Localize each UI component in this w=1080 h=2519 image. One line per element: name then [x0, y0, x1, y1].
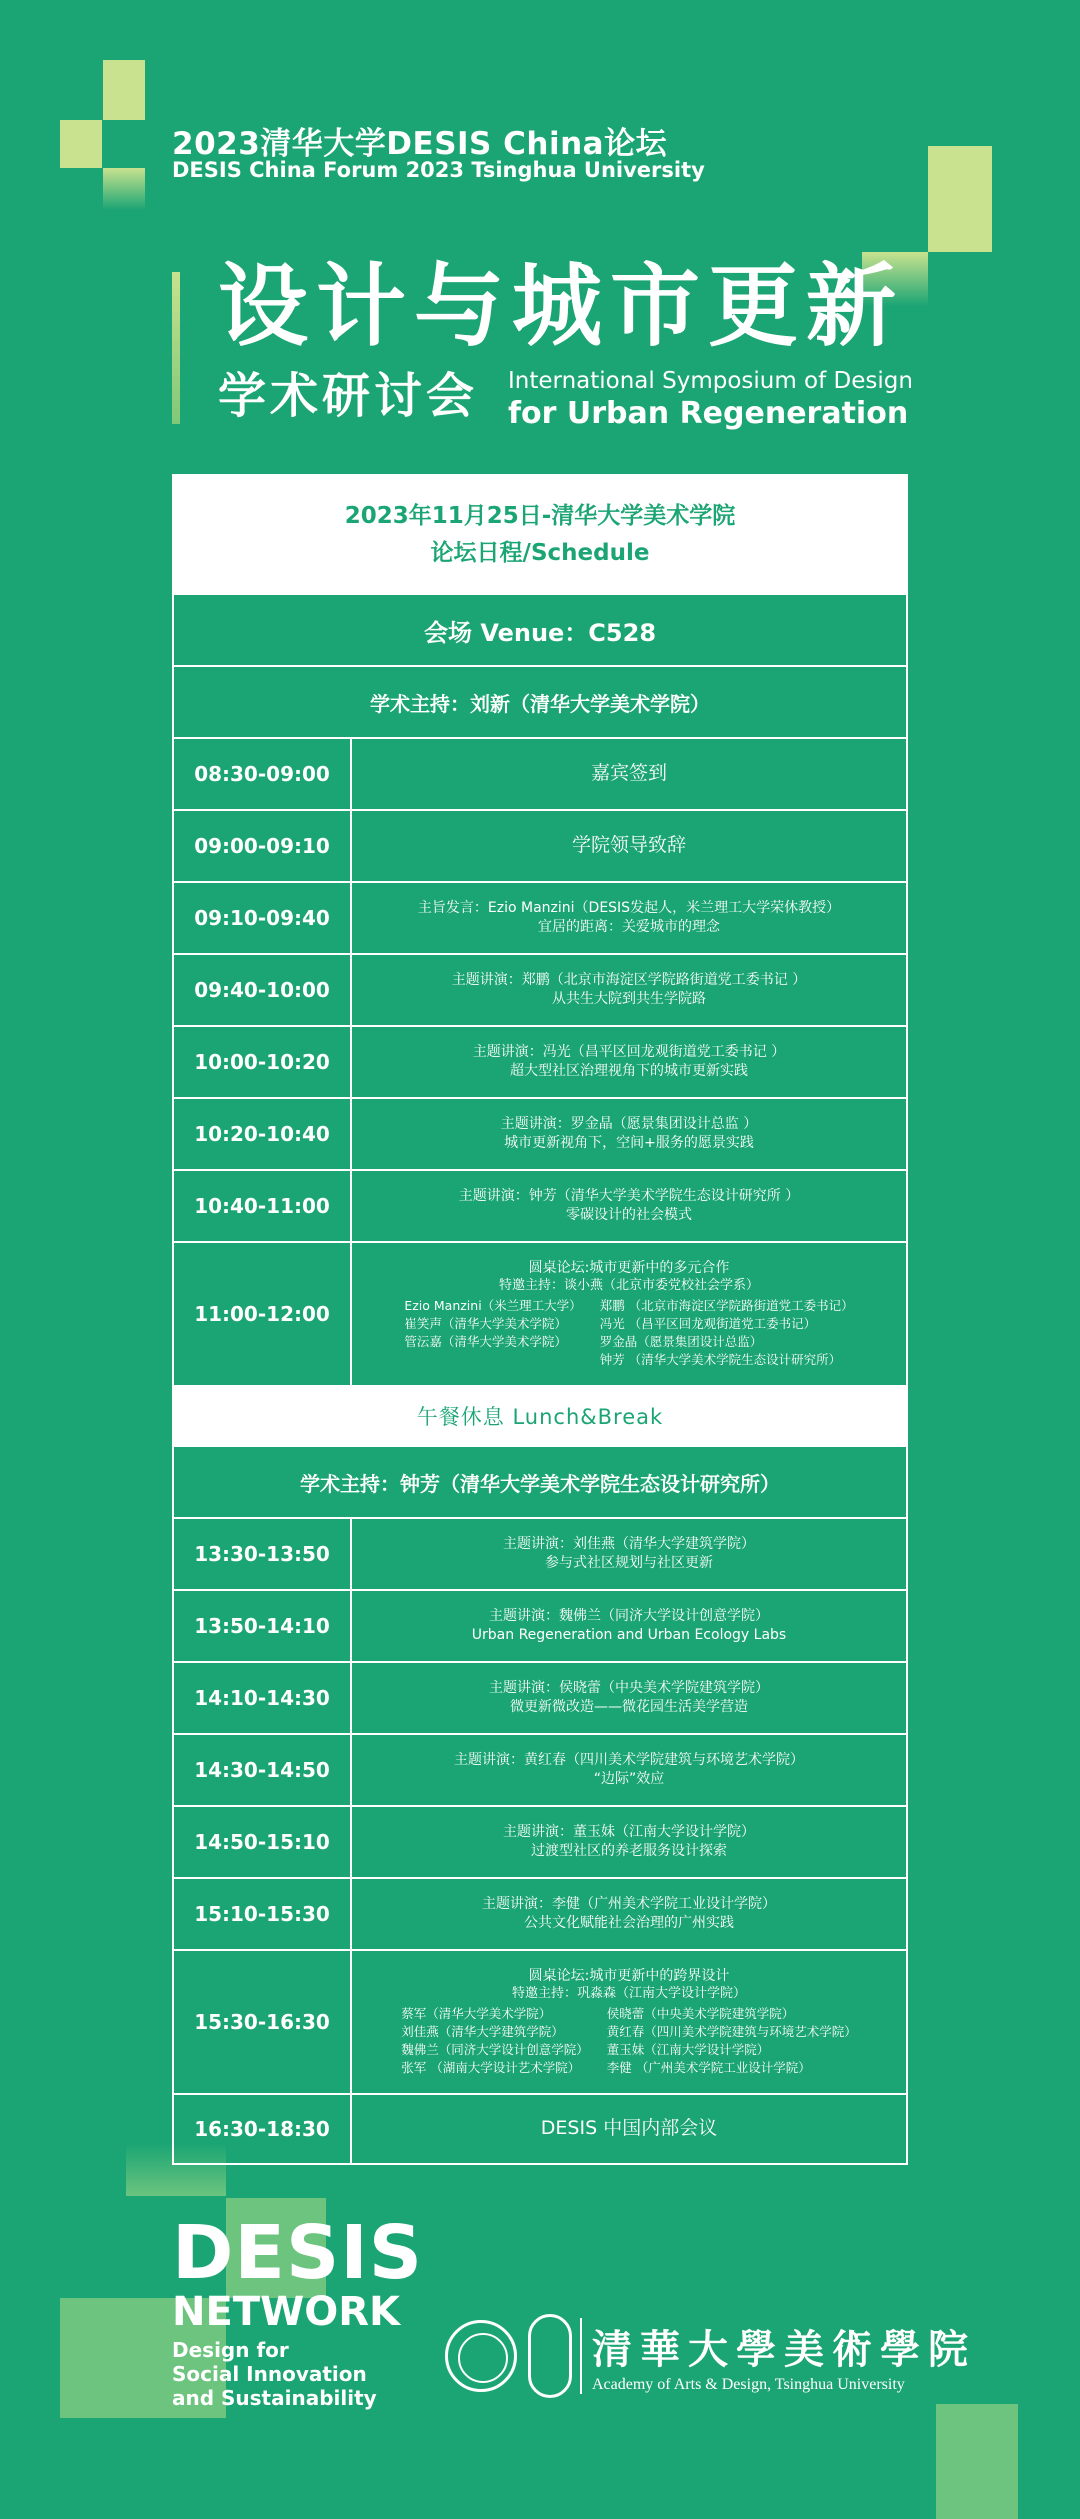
- schedule-row: [174, 953, 906, 1025]
- host-label: 学术主持：钟芳（清华大学美术学院生态设计研究所）: [300, 1471, 780, 1496]
- time-cell: 11:00-12:00: [174, 1243, 352, 1385]
- session-title: 主题讲演：钟芳（清华大学美术学院生态设计研究所 ）: [458, 1188, 800, 1205]
- academy-name-cn: 清華大學美術學院: [592, 2326, 976, 2373]
- content-cell: [352, 1099, 906, 1169]
- content-cell: [352, 1879, 906, 1949]
- symposium-title: 设计与城市更新: [218, 254, 904, 359]
- content-cell: [352, 739, 906, 809]
- session-topic: 超大型社区治理视角下的城市更新实践: [510, 1063, 748, 1079]
- panel-moderator: 特邀主持：巩淼森（江南大学设计学院）: [511, 1986, 746, 2002]
- participant: 董玉妹（江南大学设计学院）: [606, 2042, 770, 2058]
- session-topic: 过渡型社区的养老服务设计探索: [531, 1843, 727, 1859]
- deco-square: [60, 120, 102, 168]
- content-cell: [352, 955, 906, 1025]
- schedule-table: [172, 474, 908, 2165]
- deco-square: [928, 146, 992, 252]
- session-title: 主题讲演：刘佳燕（清华大学建筑学院）: [503, 1536, 755, 1553]
- forum-title: 2023清华大学DESIS China论坛: [172, 126, 668, 162]
- symposium-subtitle: 学术研讨会: [218, 368, 479, 424]
- schedule-row: [174, 1169, 906, 1241]
- content-cell: [352, 2095, 906, 2163]
- participant: 管沄嘉（清华大学美术学院）: [404, 1334, 567, 1350]
- content-cell: [352, 1027, 906, 1097]
- academy-name-en: Academy of Arts & Design, Tsinghua University: [592, 2376, 905, 2393]
- symposium-en-line1: International Symposium of Design: [508, 368, 913, 394]
- content-cell: [352, 1519, 906, 1589]
- time-cell: 13:50-14:10: [174, 1591, 352, 1661]
- time-cell: 09:10-09:40: [174, 883, 352, 953]
- session-topic: Urban Regeneration and Urban Ecology Labs: [471, 1627, 787, 1643]
- participant: 钟芳 （清华大学美术学院生态设计研究所）: [599, 1352, 842, 1368]
- host-row: [174, 665, 906, 737]
- participant: 崔笑声（清华大学美术学院）: [404, 1316, 567, 1332]
- schedule-row: [174, 1733, 906, 1805]
- session-title: 主题讲演：黄红春（四川美术学院建筑与环境艺术学院）: [454, 1752, 804, 1769]
- schedule-row: [174, 1805, 906, 1877]
- content-cell: [352, 1735, 906, 1805]
- time-cell: 14:50-15:10: [174, 1807, 352, 1877]
- participant: 侯晓蕾（中央美术学院建筑学院）: [606, 2005, 795, 2021]
- content-cell: [352, 1243, 906, 1385]
- schedule-row: [174, 2093, 906, 2163]
- time-cell: 10:20-10:40: [174, 1099, 352, 1169]
- venue-label: 会场 Venue：C528: [423, 618, 657, 647]
- desis-network-logo: [172, 2210, 424, 2410]
- schedule-row: [174, 1877, 906, 1949]
- panel-left-col: [404, 1297, 581, 1370]
- symposium-en-line2: for Urban Regeneration: [508, 396, 909, 431]
- panel-left-col: [401, 2005, 589, 2078]
- session-topic: “边际”效应: [593, 1771, 665, 1787]
- schedule-title: 论坛日程/Schedule: [430, 539, 650, 566]
- desis-tagline-line: Social Innovation: [172, 2362, 367, 2386]
- panel-moderator: 特邀主持：谈小燕（北京市委党校社会学系）: [498, 1278, 759, 1294]
- lunch-row: [174, 1385, 906, 1445]
- content-cell: [352, 1663, 906, 1733]
- content-cell: [352, 1171, 906, 1241]
- time-cell: 16:30-18:30: [174, 2095, 352, 2163]
- participant: 蔡军（清华大学美术学院）: [401, 2005, 552, 2021]
- participant: Ezio Manzini（米兰理工大学）: [404, 1297, 582, 1313]
- schedule-row: [174, 737, 906, 809]
- schedule-header: [174, 476, 906, 593]
- forum-subtitle: DESIS China Forum 2023 Tsinghua University: [172, 158, 705, 182]
- panel-right-col: [600, 1297, 854, 1370]
- participant: 黄红春（四川美术学院建筑与环境艺术学院）: [606, 2024, 857, 2040]
- time-cell: 14:30-14:50: [174, 1735, 352, 1805]
- time-cell: 08:30-09:00: [174, 739, 352, 809]
- content-cell: [352, 1807, 906, 1877]
- desis-logo-line: DESIS: [172, 2210, 424, 2296]
- time-cell: 09:00-09:10: [174, 811, 352, 881]
- panel-participants: [404, 1297, 853, 1370]
- session-title: 主旨发言：Ezio Manzini（DESIS发起人，米兰理工大学荣休教授）: [417, 900, 841, 917]
- title-accent-bar: [172, 272, 180, 424]
- content-cell: [352, 883, 906, 953]
- lunch-label: 午餐休息 Lunch&Break: [416, 1405, 664, 1429]
- deco-square: [936, 2404, 1018, 2519]
- session-title: 主题讲演：李健（广州美术学院工业设计学院）: [482, 1896, 776, 1913]
- schedule-row: [174, 881, 906, 953]
- session-title: 主题讲演：侯晓蕾（中央美术学院建筑学院）: [489, 1680, 769, 1697]
- session-topic: 参与式社区规划与社区更新: [545, 1555, 713, 1571]
- desis-logo-line: NETWORK: [172, 2289, 401, 2335]
- time-cell: 09:40-10:00: [174, 955, 352, 1025]
- schedule-row: [174, 1661, 906, 1733]
- content-cell: [352, 1591, 906, 1661]
- session-title: 学院领导致辞: [571, 834, 686, 857]
- session-title: 主题讲演：罗金晶（愿景集团设计总监 ）: [500, 1116, 758, 1133]
- content-cell: [352, 811, 906, 881]
- participant: 罗金晶（愿景集团设计总监）: [599, 1334, 763, 1350]
- academy-logo-icon: [528, 2314, 572, 2398]
- logo-divider: [580, 2318, 582, 2394]
- time-cell: 14:10-14:30: [174, 1663, 352, 1733]
- participant: 魏佛兰（同济大学设计创意学院）: [401, 2042, 589, 2058]
- time-cell: 15:10-15:30: [174, 1879, 352, 1949]
- desis-tagline-line: and Sustainability: [172, 2386, 377, 2410]
- time-cell: 10:40-11:00: [174, 1171, 352, 1241]
- content-cell: [352, 1951, 906, 2093]
- desis-tagline: [172, 2338, 423, 2410]
- session-topic: 零碳设计的社会模式: [566, 1207, 692, 1223]
- schedule-row: [174, 809, 906, 881]
- session-title: DESIS 中国内部会议: [540, 2117, 718, 2140]
- participant: 刘佳燕（清华大学建筑学院）: [401, 2024, 564, 2040]
- schedule-date: 2023年11月25日-清华大学美术学院: [344, 502, 736, 529]
- host-label: 学术主持：刘新（清华大学美术学院）: [370, 691, 710, 716]
- desis-tagline-line: Design for: [172, 2338, 289, 2362]
- schedule-row: [174, 1025, 906, 1097]
- time-cell: 10:00-10:20: [174, 1027, 352, 1097]
- panel-title: 圆桌论坛:城市更新中的多元合作: [528, 1259, 730, 1276]
- participant: 郑鹏 （北京市海淀区学院路街道党工委书记）: [599, 1297, 854, 1313]
- session-topic: 城市更新视角下，空间+服务的愿景实践: [504, 1135, 754, 1151]
- participant: 冯光 （昌平区回龙观街道党工委书记）: [599, 1316, 817, 1332]
- session-topic: 从共生大院到共生学院路: [552, 991, 706, 1007]
- session-title: 主题讲演：冯光（昌平区回龙观街道党工委书记 ）: [472, 1044, 786, 1061]
- schedule-row: [174, 1589, 906, 1661]
- session-topic: 宜居的距离：关爱城市的理念: [538, 919, 720, 935]
- panel-participants: [401, 2005, 857, 2078]
- deco-square: [103, 168, 145, 210]
- session-topic: 微更新微改造——微花园生活美学营造: [510, 1699, 748, 1715]
- session-title: 嘉宾签到: [590, 762, 667, 785]
- session-title: 主题讲演：郑鹏（北京市海淀区学院路街道党工委书记 ）: [451, 972, 807, 989]
- schedule-row: [174, 1517, 906, 1589]
- panel-right-col: [607, 2005, 857, 2078]
- time-cell: 15:30-16:30: [174, 1951, 352, 2093]
- schedule-row: [174, 1097, 906, 1169]
- venue-row: [174, 593, 906, 665]
- session-title: 主题讲演：魏佛兰（同济大学设计创意学院）: [489, 1608, 769, 1625]
- participant: 张军 （湖南大学设计艺术学院）: [401, 2060, 581, 2076]
- time-cell: 13:30-13:50: [174, 1519, 352, 1589]
- deco-square: [103, 60, 145, 120]
- schedule-row: [174, 1949, 906, 2093]
- schedule-row: [174, 1241, 906, 1385]
- session-title: 主题讲演：董玉妹（江南大学设计学院）: [503, 1824, 755, 1841]
- tsinghua-seal-icon: [445, 2320, 517, 2392]
- host-row: [174, 1445, 906, 1517]
- session-topic: 公共文化赋能社会治理的广州实践: [524, 1915, 734, 1931]
- participant: 李健 （广州美术学院工业设计学院）: [606, 2060, 811, 2076]
- panel-title: 圆桌论坛:城市更新中的跨界设计: [528, 1967, 730, 1984]
